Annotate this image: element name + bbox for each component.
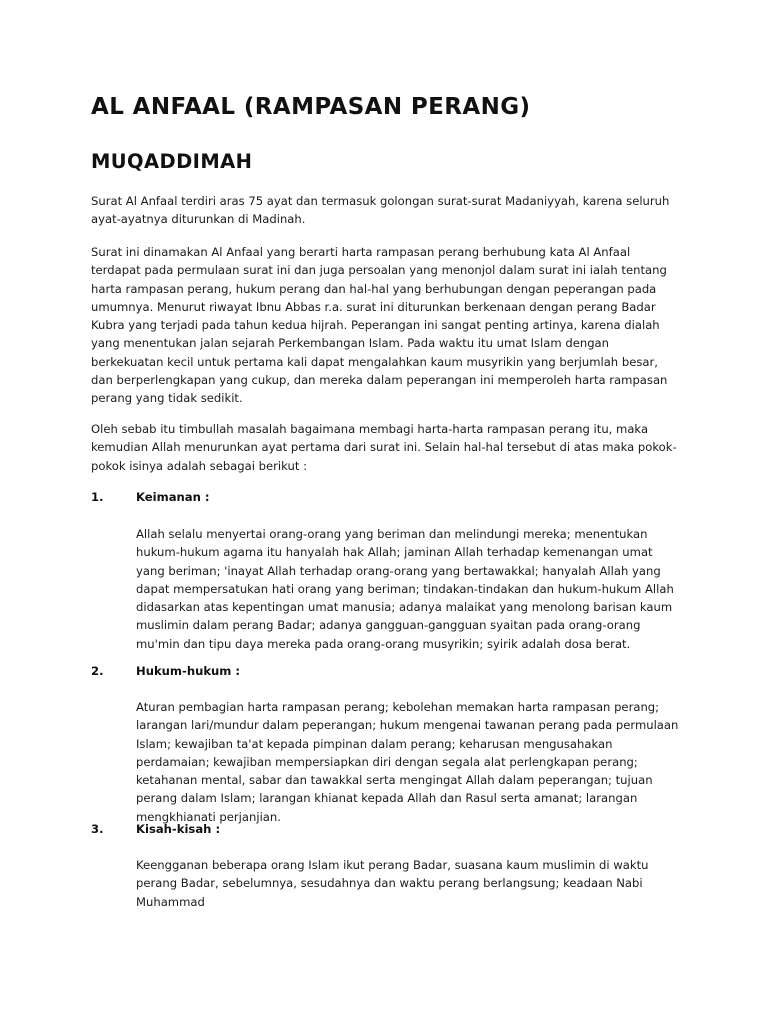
paragraph-naming: Surat ini dinamakan Al Anfaal yang berarti harta rampasan perang berhubung kata Al Anfaal terdapat pada permulaan surat ini dan juga persoalan yang menonjol dalam surat ini ialah tentang harta rampasan perang, hukum perang dan hal-hal yang berhubungan dengan peperangan pada umumnya. Menurut riwayat Ibnu Abbas r.a. surat ini diturunkan berkenaan dengan perang Badar Kubra yang terjadi pada tahun kedua hijrah. Peperangan ini sangat penting artinya, karena dialah yang menentukan jalan sejarah Perkembangan Islam. Pada waktu itu umat Islam dengan berkekuatan kecil untuk pertama kali dapat mengalahkan kaum musyrikin yang berjumlah besar, dan berperlengkapan yang cukup, dan mereka dalam peperangan ini memperoleh harta rampasan perang yang tidak sedikit. xyxy=(91,245,668,406)
paragraph-intro: Surat Al Anfaal terdiri aras 75 ayat dan termasuk golongan surat-surat Madaniyyah, karena seluruh ayat-ayatnya diturunkan di Madinah. xyxy=(91,194,670,227)
section-heading-muqaddimah: MUQADDIMAH xyxy=(91,150,253,173)
list-item-body-hukum: Aturan pembagian harta rampasan perang; kebolehan memakan harta rampasan perang; larangan lari/mundur dalam peperangan; hukum mengenai tawanan perang pada permulaan Islam; kewajiban ta'at kepada pimpinan dalam perang; keharusan mengusahakan perdamaian; kewajiban mempersiapkan diri dengan segala alat perlengkapan perang; ketahanan mental, sabar dan tawakkal serta mengingat Allah dalam peperangan; tujuan perang dalam Islam; larangan khianat kepada Allah dan Rasul serta amanat; larangan mengkhianati perjanjian. xyxy=(136,700,679,824)
list-item-body-kisah: Keengganan beberapa orang Islam ikut perang Badar, suasana kaum muslimin di waktu perang Badar, sebelumnya, sesudahnya dan waktu perang berlangsung; keadaan Nabi Muhammad xyxy=(136,858,649,909)
list-item-body-keimanan: Allah selalu menyertai orang-orang yang beriman dan melindungi mereka; menentukan hukum-hukum agama itu hanyalah hak Allah; jaminan Allah terhadap kemenangan umat yang beriman; 'inayat Allah terhadap orang-orang yang bertawakkal; hanyalah Allah yang dapat mempersatukan hati orang yang beriman; tindakan-tindakan dan hukum-hukum Allah didasarkan atas kepentingan umat manusia; adanya malaikat yang menolong barisan kaum muslimin dalam perang Badar; adanya gangguan-gangguan syaitan pada orang-orang mu'min dan tipu daya mereka pada orang-orang musyrikin; syirik adalah dosa berat. xyxy=(136,527,674,651)
list-item-heading-hukum: Hukum-hukum : xyxy=(136,664,241,678)
list-item-heading-kisah: Kisah-kisah : xyxy=(136,822,221,836)
paragraph-contents: Oleh sebab itu timbullah masalah bagaimana membagi harta-harta rampasan perang itu, maka kemudian Allah menurunkan ayat pertama dari surat ini. Selain hal-hal tersebut di atas maka pokok-pokok isinya adalah sebagai berikut : xyxy=(91,422,677,473)
list-item-number: 1. xyxy=(91,490,104,504)
list-item-number: 3. xyxy=(91,822,104,836)
list-item-heading-keimanan: Keimanan : xyxy=(136,490,210,504)
document-title: AL ANFAAL (RAMPASAN PERANG) xyxy=(91,94,531,120)
list-item-number: 2. xyxy=(91,664,104,678)
